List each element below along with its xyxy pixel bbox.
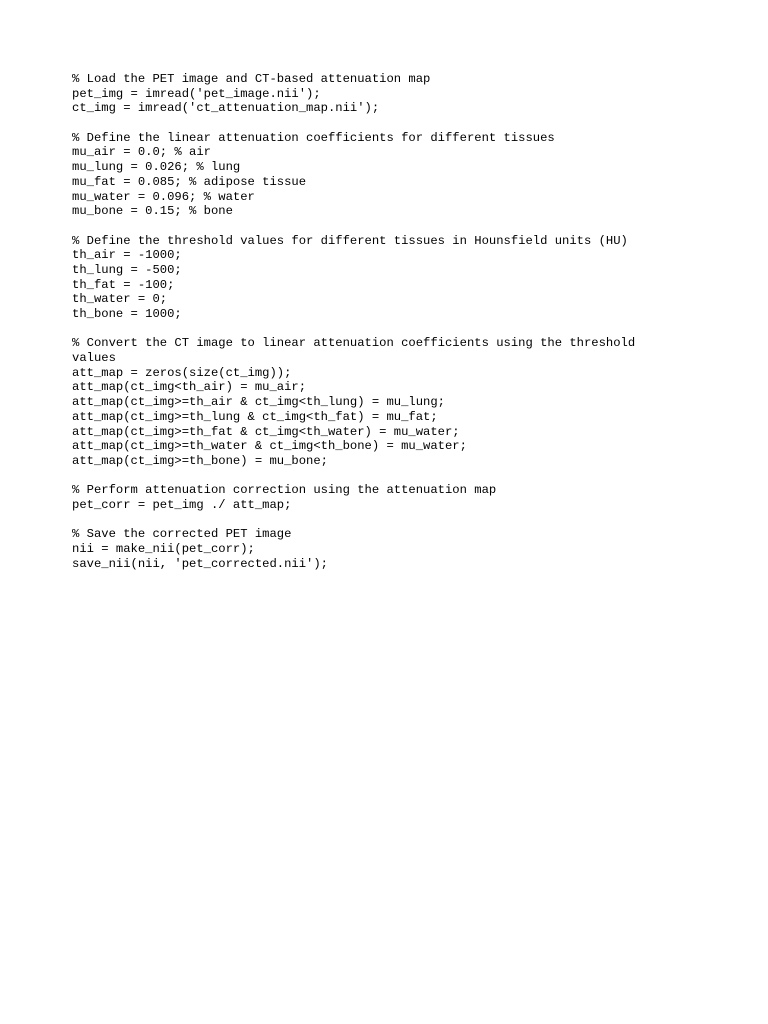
comment-line: % Load the PET image and CT-based attenuation map xyxy=(72,72,431,86)
code-line: mu_bone = 0.15; % bone xyxy=(72,204,233,219)
code-block-coefficients xyxy=(72,131,692,219)
code-line: att_map(ct_img>=th_water & ct_img<th_bone) = mu_water; xyxy=(72,439,467,454)
code-line: att_map = zeros(size(ct_img)); xyxy=(72,365,292,380)
code-line: ct_img = imread('ct_attenuation_map.nii'); xyxy=(72,101,380,116)
code-line: nii = make_nii(pet_corr); xyxy=(72,542,255,556)
code-block-conversion xyxy=(72,336,692,468)
comment-line-wrap: values xyxy=(72,351,116,366)
code-line: th_water = 0; xyxy=(72,292,168,307)
code-line: att_map(ct_img>=th_bone) = mu_bone; xyxy=(72,453,328,468)
code-line: mu_air = 0.0; % air xyxy=(72,145,211,160)
code-line: pet_img = imread('pet_image.nii'); xyxy=(72,86,321,101)
code-block-correction xyxy=(72,483,692,512)
code-block-load xyxy=(72,72,692,116)
code-line: pet_corr = pet_img ./ att_map; xyxy=(72,497,292,512)
code-line: th_air = -1000; xyxy=(72,248,182,263)
code-line: mu_lung = 0.026; % lung xyxy=(72,160,241,175)
code-block-thresholds xyxy=(72,234,692,322)
comment-line: % Convert the CT image to linear attenuation coefficients using the threshold xyxy=(72,336,636,351)
code-line: mu_fat = 0.085; % adipose tissue xyxy=(72,174,307,189)
code-line: mu_water = 0.096; % water xyxy=(72,189,255,204)
code-line: th_bone = 1000; xyxy=(72,307,182,321)
code-block-save xyxy=(72,527,692,571)
comment-line: % Define the linear attenuation coefficients for different tissues xyxy=(72,130,555,145)
comment-line: % Define the threshold values for different tissues in Hounsfield units (HU) xyxy=(72,233,628,248)
code-line: att_map(ct_img<th_air) = mu_air; xyxy=(72,380,307,395)
comment-line: % Perform attenuation correction using the attenuation map xyxy=(72,483,497,498)
code-line: th_fat = -100; xyxy=(72,277,175,292)
code-document xyxy=(72,72,692,586)
comment-line: % Save the corrected PET image xyxy=(72,527,292,542)
code-line: th_lung = -500; xyxy=(72,262,182,277)
code-line: att_map(ct_img>=th_lung & ct_img<th_fat) = mu_fat; xyxy=(72,409,438,424)
code-line: att_map(ct_img>=th_fat & ct_img<th_water) = mu_water; xyxy=(72,424,460,439)
code-line: save_nii(nii, 'pet_corrected.nii'); xyxy=(72,556,328,571)
code-line: att_map(ct_img>=th_air & ct_img<th_lung) = mu_lung; xyxy=(72,395,445,410)
